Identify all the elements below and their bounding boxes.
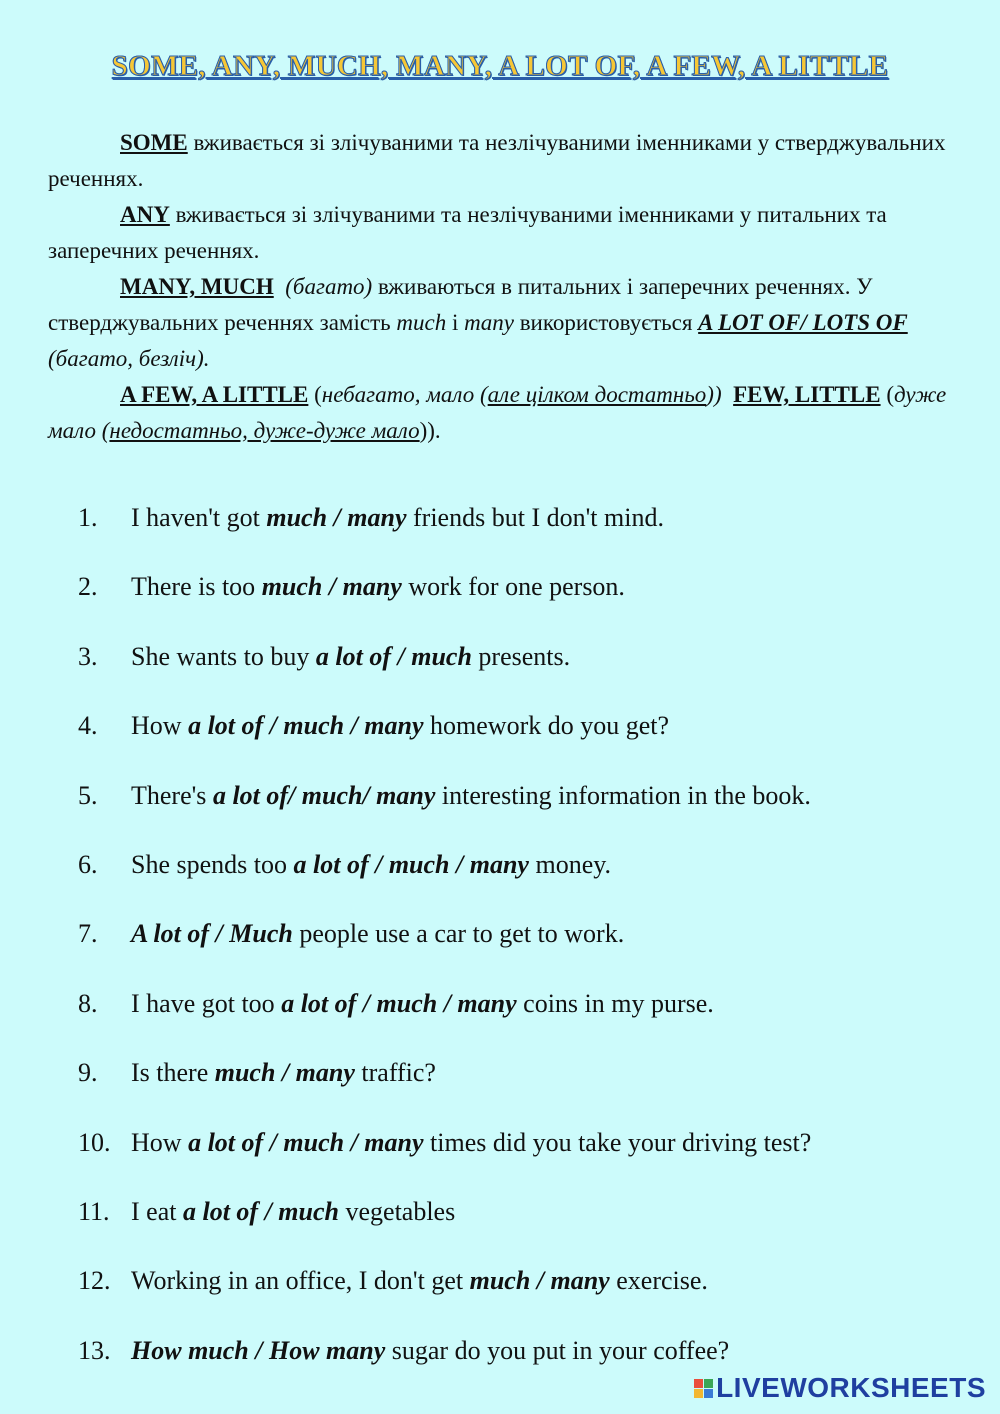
exercise-text-after: sugar do you put in your coffee? bbox=[385, 1336, 730, 1365]
exercise-options[interactable]: A lot of / Much bbox=[131, 919, 293, 948]
exercise-item bbox=[78, 918, 958, 950]
exercise-text-after: exercise. bbox=[609, 1266, 708, 1295]
exercise-number: 3. bbox=[78, 642, 98, 671]
exercise-options[interactable]: How much / How many bbox=[131, 1336, 386, 1365]
rule-any bbox=[48, 197, 948, 269]
exercise-text-before: I have got too bbox=[131, 989, 282, 1018]
exercise-text-before: There's bbox=[131, 781, 213, 810]
rule-term-some: SOME bbox=[120, 130, 188, 155]
exercise-options[interactable]: much / many bbox=[214, 1058, 355, 1087]
liveworksheets-logo bbox=[694, 1372, 986, 1404]
exercise-number: 7. bbox=[78, 919, 98, 948]
exercise-number: 6. bbox=[78, 850, 98, 879]
exercise-item bbox=[78, 780, 958, 812]
rule-few-little: A FEW, A LITTLE (небагато, мало (але цілком достатньо)) FEW, LITTLE (дуже мало (недостатньо, дуже-дуже мало)). bbox=[48, 382, 947, 443]
exercise-item bbox=[78, 502, 958, 534]
exercise-text-before: How bbox=[131, 711, 189, 740]
exercise-options[interactable]: a lot of / much / many bbox=[293, 850, 529, 879]
word-and: і bbox=[446, 310, 465, 335]
exercise-text-before: Is there bbox=[131, 1058, 215, 1087]
rule-term-few: FEW, LITTLE bbox=[733, 382, 881, 407]
exercise-text-after: money. bbox=[528, 850, 612, 879]
exercise-text-before: She wants to buy bbox=[131, 642, 316, 671]
exercise-number: 2. bbox=[78, 572, 98, 601]
exercise-number: 12. bbox=[78, 1266, 111, 1295]
exercise-options[interactable]: a lot of / much / many bbox=[188, 711, 424, 740]
rule-text-some: вживається зі злічуваними та незлічуваними іменниками у стверджувальних реченнях. bbox=[48, 130, 946, 191]
exercise-options[interactable]: much / many bbox=[469, 1266, 610, 1295]
exercise-text-before: I eat bbox=[131, 1197, 183, 1226]
rule-gloss-few2-b: недостатньо, дуже-дуже мало bbox=[109, 418, 420, 443]
exercise-item bbox=[78, 641, 958, 673]
exercise-item bbox=[78, 710, 958, 742]
rule-text-any: вживається зі злічуваними та незлічуваними іменниками у питальних та заперечних реченнях. bbox=[48, 202, 887, 263]
exercise-item bbox=[78, 849, 958, 881]
exercise-number: 4. bbox=[78, 711, 98, 740]
word-many: many bbox=[464, 310, 514, 335]
rule-gloss-few-a: небагато, мало ( bbox=[321, 382, 488, 407]
exercise-text-after: coins in my purse. bbox=[516, 989, 714, 1018]
rule-term-a-few: A FEW, A LITTLE bbox=[120, 382, 309, 407]
exercise-options[interactable]: much / many bbox=[266, 503, 407, 532]
rule-term-a-lot-of: A LOT OF/ LOTS OF bbox=[698, 310, 908, 335]
exercise-text-before: I haven't got bbox=[131, 503, 267, 532]
exercise-text-after: people use a car to get to work. bbox=[292, 919, 625, 948]
grammar-rules bbox=[48, 125, 948, 449]
exercise-options[interactable]: a lot of / much bbox=[182, 1197, 339, 1226]
watermark-text: LIVEWORKSHEETS bbox=[716, 1372, 986, 1403]
exercise-options[interactable]: a lot of / much bbox=[315, 642, 472, 671]
exercise-item bbox=[78, 1057, 958, 1089]
exercise-item bbox=[78, 988, 958, 1020]
rule-many-much bbox=[48, 269, 948, 377]
exercise-text-before: Working in an office, I don't get bbox=[131, 1266, 470, 1295]
rule-text-many-2: використовується bbox=[513, 310, 699, 335]
rule-text-many-1: вживаються в питальних і заперечних реченнях. У стверджувальних реченнях замість bbox=[48, 274, 873, 335]
exercise-number: 8. bbox=[78, 989, 98, 1018]
rule-gloss-few-b: але цілком достатньо bbox=[487, 382, 707, 407]
exercise-text-after: friends but I don't mind. bbox=[406, 503, 664, 532]
exercise-options[interactable]: a lot of/ much/ many bbox=[212, 781, 436, 810]
exercise-text-before: How bbox=[131, 1128, 189, 1157]
rule-gloss-many: (багато) bbox=[285, 274, 373, 299]
exercise-text-before: She spends too bbox=[131, 850, 294, 879]
exercise-item bbox=[78, 1196, 958, 1228]
exercise-number: 5. bbox=[78, 781, 98, 810]
liveworksheets-logo-icon bbox=[694, 1379, 713, 1398]
exercise-text-before: There is too bbox=[131, 572, 262, 601]
exercise-text-after: vegetables bbox=[338, 1197, 456, 1226]
exercise-options[interactable]: much / many bbox=[261, 572, 402, 601]
exercise-number: 10. bbox=[78, 1128, 111, 1157]
exercise-item bbox=[78, 1335, 958, 1367]
rule-gloss-few2-a: дуже мало ( bbox=[48, 382, 947, 443]
exercise-number: 11. bbox=[78, 1197, 110, 1226]
exercise-number: 1. bbox=[78, 503, 98, 532]
exercise-text-after: traffic? bbox=[354, 1058, 436, 1087]
exercise-item bbox=[78, 1265, 958, 1297]
rule-term-many: MANY, MUCH bbox=[120, 274, 274, 299]
worksheet-title: SOME, ANY, MUCH, MANY, A LOT OF, A FEW, A LITTLE bbox=[111, 50, 889, 82]
word-much: much bbox=[396, 310, 447, 335]
exercise-text-after: times did you take your driving test? bbox=[423, 1128, 812, 1157]
exercise-number: 13. bbox=[78, 1336, 111, 1365]
rule-gloss-a-lot-of: (багато, безліч). bbox=[48, 346, 210, 371]
exercise-item bbox=[78, 1127, 958, 1159]
exercise-text-after: homework do you get? bbox=[423, 711, 670, 740]
rule-some bbox=[48, 125, 948, 197]
exercise-item bbox=[78, 571, 958, 603]
exercise-options[interactable]: a lot of / much / many bbox=[281, 989, 517, 1018]
rule-term-any: ANY bbox=[120, 202, 170, 227]
exercise-text-after: work for one person. bbox=[401, 572, 625, 601]
exercise-options[interactable]: a lot of / much / many bbox=[188, 1128, 424, 1157]
exercise-text-after: presents. bbox=[471, 642, 571, 671]
exercise-number: 9. bbox=[78, 1058, 98, 1087]
exercise-text-after: interesting information in the book. bbox=[435, 781, 811, 810]
